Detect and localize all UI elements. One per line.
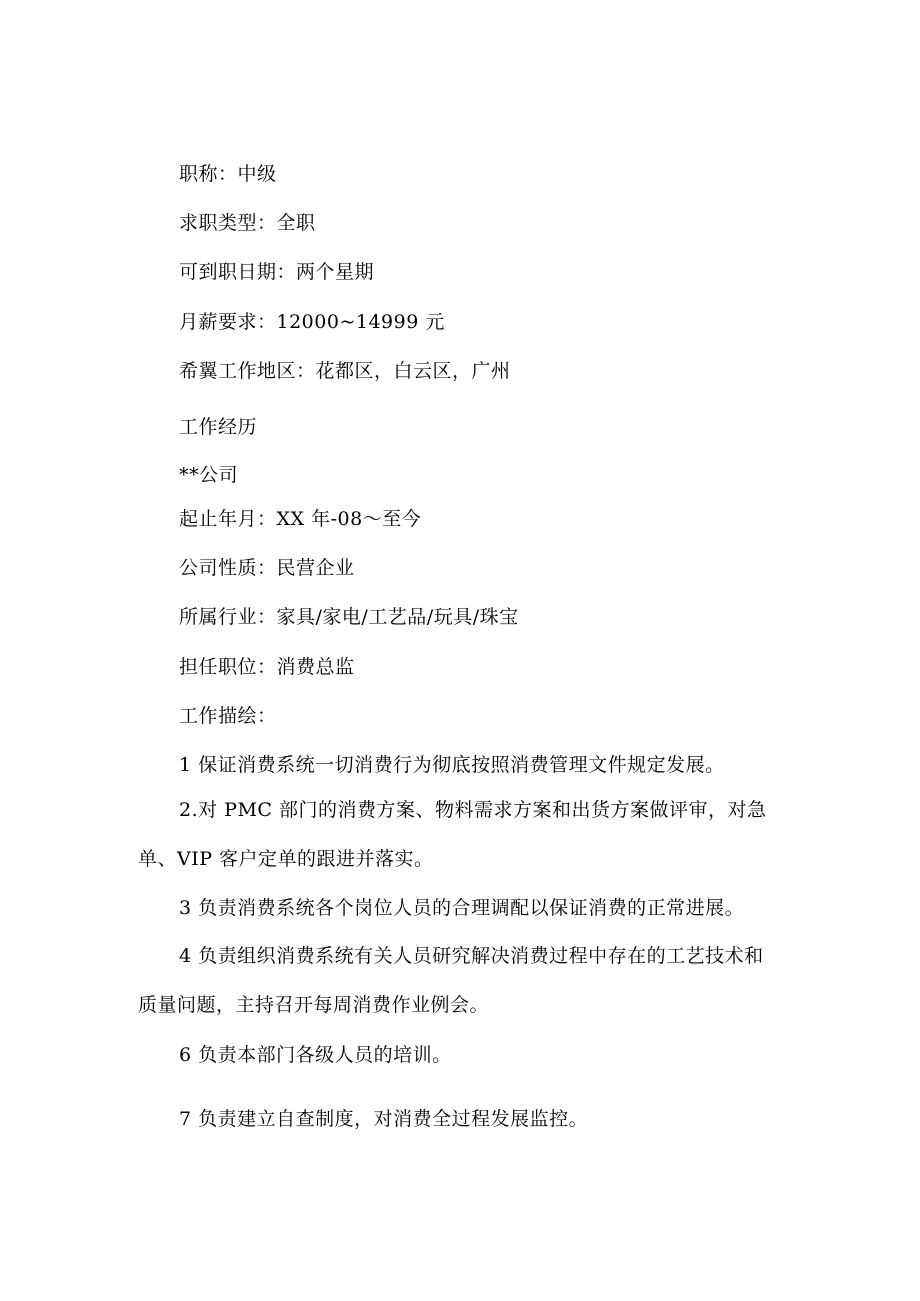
company-name: **公司 bbox=[179, 464, 239, 486]
position-field: 担任职位：消费总监 bbox=[179, 656, 355, 678]
duty-line: 4 负责组织消费系统有关人员研究解决消费过程中存在的工艺技术和 bbox=[179, 945, 764, 967]
location-field: 希翼工作地区：花都区，白云区，广州 bbox=[179, 360, 511, 382]
work-experience-heading: 工作经历 bbox=[179, 416, 258, 438]
duty-line: 1 保证消费系统一切消费行为彻底按照消费管理文件规定发展。 bbox=[179, 754, 725, 776]
duty-line: 3 负责消费系统各个岗位人员的合理调配以保证消费的正常进展。 bbox=[179, 897, 745, 919]
duty-line: 6 负责本部门各级人员的培训。 bbox=[179, 1044, 452, 1066]
period-field: 起止年月：XX 年-08～至今 bbox=[179, 508, 422, 530]
salary-field: 月薪要求：12000~14999 元 bbox=[179, 311, 445, 333]
duty-line: 质量问题，主持召开每周消费作业例会。 bbox=[138, 994, 490, 1016]
description-label: 工作描绘： bbox=[179, 705, 277, 727]
title-field: 职称：中级 bbox=[179, 163, 277, 185]
available-date-field: 可到职日期：两个星期 bbox=[179, 261, 375, 283]
duty-line: 单、VIP 客户定单的跟进并落实。 bbox=[138, 848, 434, 870]
duty-line: 2.对 PMC 部门的消费方案、物料需求方案和出货方案做评审，对急 bbox=[179, 799, 767, 821]
company-nature-field: 公司性质：民营企业 bbox=[179, 557, 355, 579]
industry-field: 所属行业：家具/家电/工艺品/玩具/珠宝 bbox=[179, 606, 519, 628]
job-type-field: 求职类型：全职 bbox=[179, 212, 316, 234]
duty-line: 7 负责建立自查制度，对消费全过程发展监控。 bbox=[179, 1108, 589, 1130]
